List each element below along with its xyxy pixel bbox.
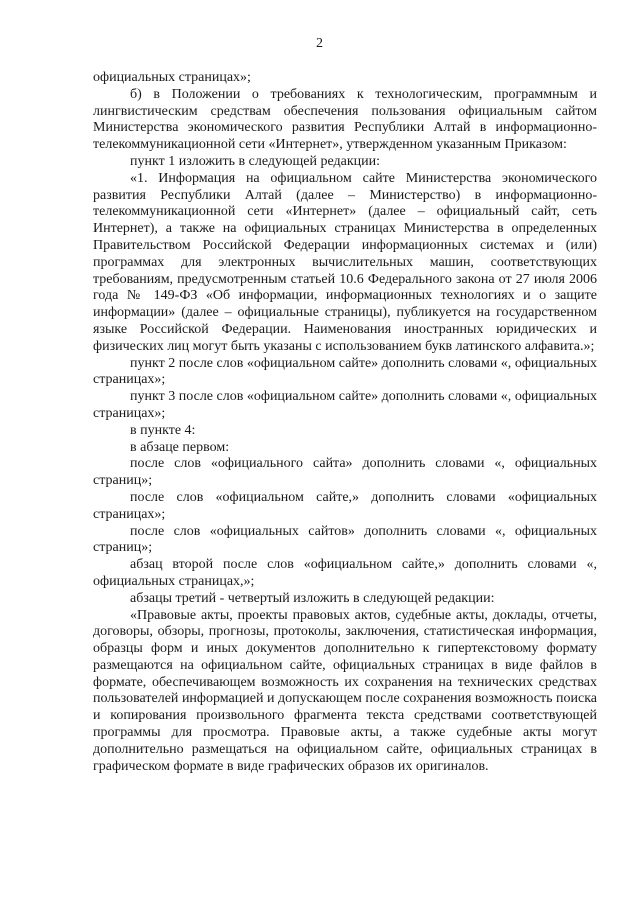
paragraph: в пункте 4: <box>130 422 196 438</box>
paragraph: в абзаце первом: <box>130 439 230 455</box>
document-body <box>93 70 597 775</box>
paragraph: официальных страницах»; <box>93 70 251 85</box>
paragraph: «1. Информация на официальном сайте Министерства экономического развития Республики Алтай (далее – Министерство) в информационно-телекоммуникационной сети «Интернет» (далее – официальный сайт, сеть Интернет), а также на официальных страницах Министерства в определенных Правительством Российской Федерации информационных системах и (или) программах для электронных вычислительных машин, соответствующих требованиям, предусмотренным статьей 10.6 Федерального закона от 27 июля 2006 года № 149-ФЗ «Об информации, информационных технологиях и о защите информации» (далее – официальные страницы), публикуется на государственном языке Российской Федерации. Наименования иностранных юридических и физических лиц могут быть указаны с использованием букв латинского алфавита.»; <box>93 170 597 354</box>
paragraph: «Правовые акты, проекты правовых актов, судебные акты, доклады, отчеты, договоры, обзоры, прогнозы, протоколы, заключения, статистическая информация, образцы форм и иных документов дополнительно к гипертекстовому формату размещаются на официальном сайте, официальных страницах в виде файлов в формате, обеспечивающем возможность их сохранения на технических средствах пользователей информацией и допускающем после сохранения возможность поиска и копирования произвольного фрагмента текста средствами соответствующей программы для просмотра. Правовые акты, а также судебные акты могут дополнительно размещаться на официальном сайте, официальных страницах в графическом формате в виде графических образов их оригиналов. <box>93 607 597 774</box>
paragraph: абзац второй после слов «официальном сайте,» дополнить словами «, официальных страницах,»; <box>93 557 597 589</box>
paragraph: б) в Положении о требованиях к технологическим, программным и лингвистическим средствам обеспечения пользования официальным сайтом Министерства экономического развития Республики Алтай в информационно-телекоммуникационной сети «Интернет», утвержденном указанным Приказом: <box>93 86 597 153</box>
paragraph: после слов «официальном сайте,» дополнить словами «официальных страницах»; <box>93 489 597 522</box>
page-number: 2 <box>316 36 323 51</box>
paragraph: пункт 3 после слов «официальном сайте» дополнить словами «, официальных страницах»; <box>93 389 597 421</box>
paragraph: после слов «официальных сайтов» дополнить словами «, официальных страниц»; <box>93 523 597 556</box>
paragraph: после слов «официального сайта» дополнить словами «, официальных страниц»; <box>93 456 597 489</box>
paragraph: абзацы третий - четвертый изложить в следующей редакции: <box>130 590 495 606</box>
paragraph: пункт 2 после слов «официальном сайте» дополнить словами «, официальных страницах»; <box>93 355 597 388</box>
paragraph: пункт 1 изложить в следующей редакции: <box>130 153 380 169</box>
